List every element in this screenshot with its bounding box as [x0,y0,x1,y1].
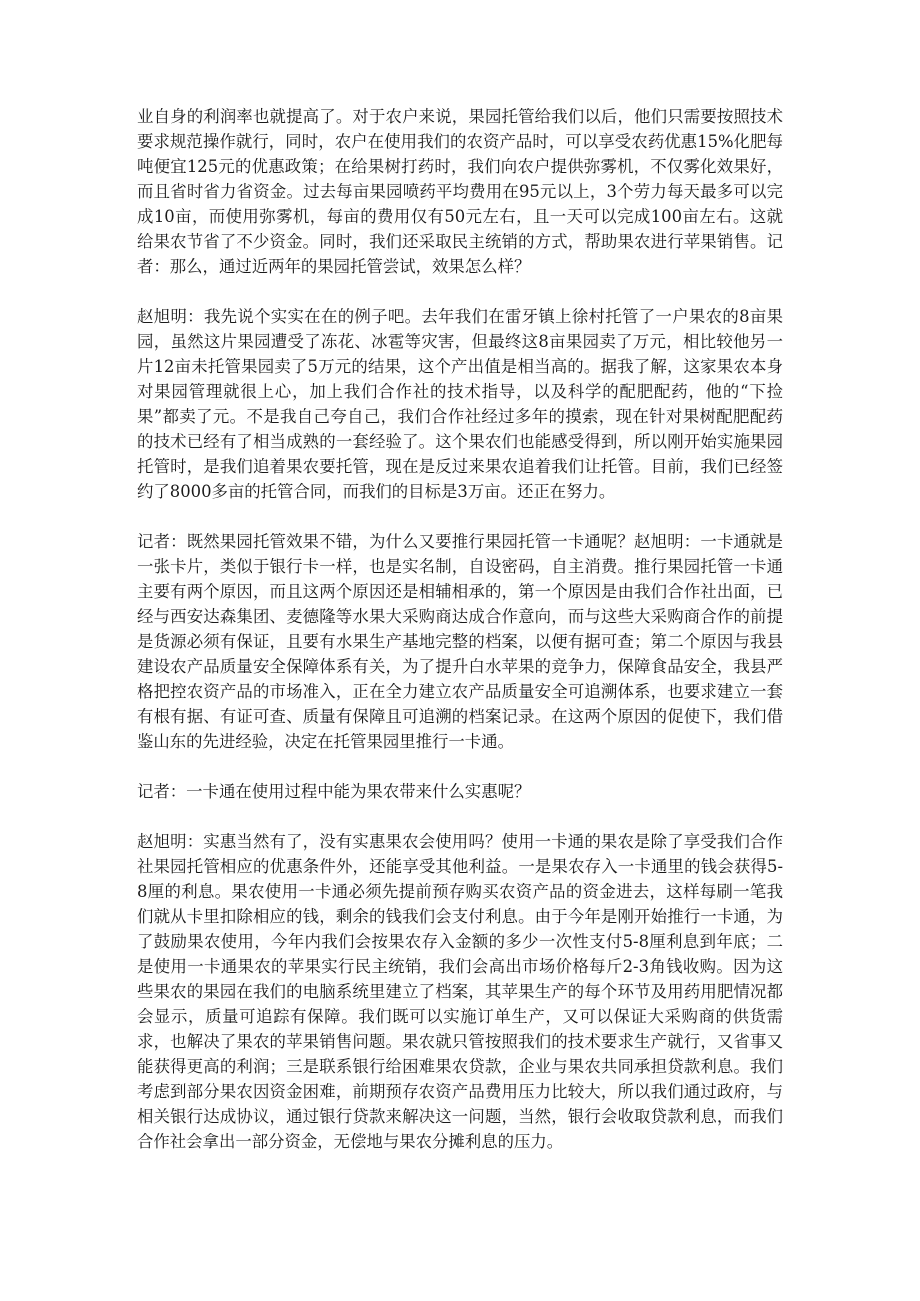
paragraph-4: 记者：一卡通在使用过程中能为果农带来什么实惠呢？ [137,782,531,801]
article-body [137,104,783,1179]
paragraph-5: 赵旭明：实惠当然有了，没有实惠果农会使用吗？使用一卡通的果农是除了享受我们合作社果园托管相应的优惠条件外，还能享受其他利益。一是果农存入一卡通里的钱会获得5-8厘的利息。果农使用一卡通必须先提前预存购买农资产品的资金进去，这样每刷一笔我们就从卡里扣除相应的钱，剩余的钱我们会支付利息。由于今年是刚开始推行一卡通，为了鼓励果农使用，今年内我们会按果农存入金额的多少一次性支付5-8厘利息到年底；二是使用一卡通果农的苹果实行民主统销，我们会高出市场价格每斤2-3角钱收购。因为这些果农的果园在我们的电脑系统里建立了档案，其苹果生产的每个环节及用药用肥情况都会显示，质量可追踪有保障。我们既可以实施订单生产，又可以保证大采购商的供货需求，也解决了果农的苹果销售问题。果农就只管按照我们的技术要求生产就行，又省事又能获得更高的利润；三是联系银行给困难果农贷款，企业与果农共同承担贷款利息。我们考虑到部分果农因资金困难，前期预存农资产品费用压力比较大，所以我们通过政府，与相关银行达成协议，通过银行贷款来解决这一问题，当然，银行会收取贷款利息，而我们合作社会拿出一部分资金，无偿地与果农分摊利息的压力。 [137,832,783,1151]
paragraph-2: 赵旭明：我先说个实实在在的例子吧。去年我们在雷牙镇上徐村托管了一户果农的8亩果园，虽然这片果园遭受了冻花、冰雹等灾害，但最终这8亩果园卖了万元，相比较他另一片12亩未托管果园卖了5万元的结果，这个产出值是相当高的。据我了解，这家果农本身对果园管理就很上心，加上我们合作社的技术指导，以及科学的配肥配药，他的“下捡果”都卖了元。不是我自己夸自己，我们合作社经过多年的摸索，现在针对果树配肥配药的技术已经有了相当成熟的一套经验了。这个果农们也能感受得到，所以刚开始实施果园托管时，是我们追着果农要托管，现在是反过来果农追着我们让托管。目前，我们已经签约了8000多亩的托管合同，而我们的目标是3万亩。还正在努力。 [137,307,783,501]
paragraph-3: 记者：既然果园托管效果不错，为什么又要推行果园托管一卡通呢？赵旭明：一卡通就是一张卡片，类似于银行卡一样，也是实名制，自设密码，自主消费。推行果园托管一卡通主要有两个原因，而且这两个原因还是相辅相承的，第一个原因是由我们合作社出面，已经与西安达森集团、麦德隆等水果大采购商达成合作意向，而与这些大采购商合作的前提是货源必须有保证，且要有水果生产基地完整的档案，以便有据可查；第二个原因与我县建设农产品质量安全保障体系有关，为了提升白水苹果的竞争力，保障食品安全，我县严格把控农资产品的市场准入，正在全力建立农产品质量安全可追溯体系，也要求建立一套有根有据、有证可查、质量有保障且可追溯的档案记录。在这两个原因的促使下，我们借鉴山东的先进经验，决定在托管果园里推行一卡通。 [137,532,783,751]
paragraph-1: 业自身的利润率也就提高了。对于农户来说，果园托管给我们以后，他们只需要按照技术要求规范操作就行，同时，农户在使用我们的农资产品时，可以享受农药优惠15%化肥每吨便宜125元的优惠政策；在给果树打药时，我们向农户提供弥雾机，不仅雾化效果好，而且省时省力省资金。过去每亩果园喷药平均费用在95元以上，3个劳力每天最多可以完成10亩，而使用弥雾机，每亩的费用仅有50元左右，且一天可以完成100亩左右。这就给果农节省了不少资金。同时，我们还采取民主统销的方式，帮助果农进行苹果销售。记者：那么，通过近两年的果园托管尝试，效果怎么样？ [137,107,783,276]
